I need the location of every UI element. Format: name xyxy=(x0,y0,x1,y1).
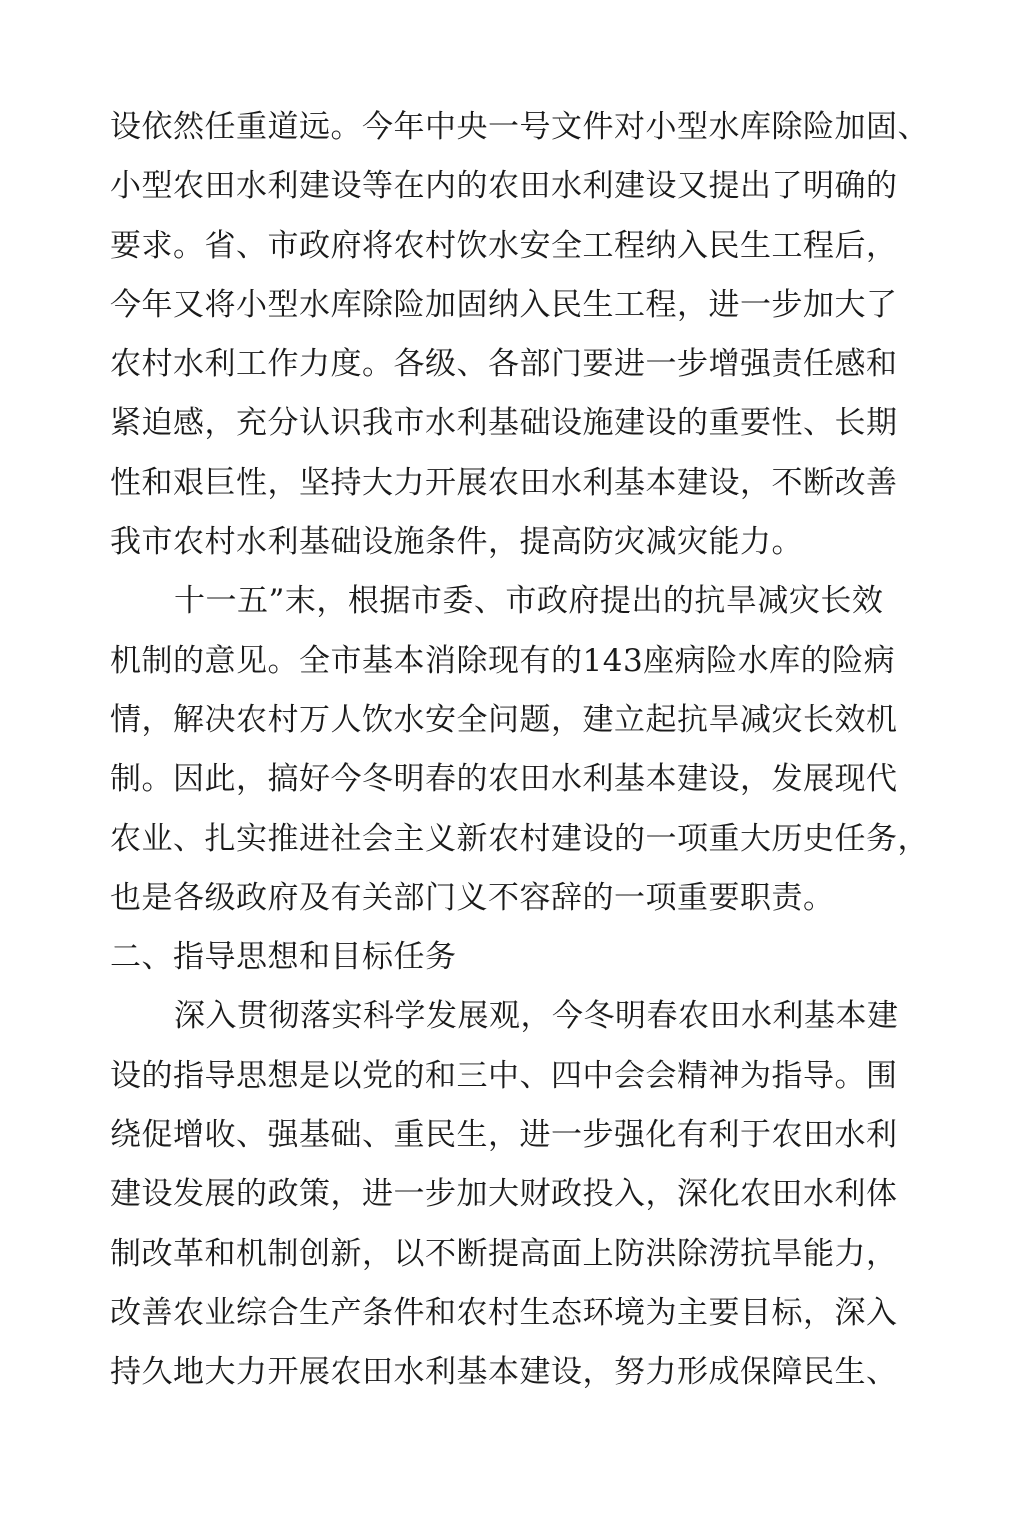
text-line: 要求。省、市政府将农村饮水安全工程纳入民生工程后， xyxy=(110,227,898,264)
text-line: 建设发展的政策，进一步加大财政投入，深化农田水利体 xyxy=(110,1176,898,1213)
text-line: 农村水利工作力度。各级、各部门要进一步增强责任感和 xyxy=(110,346,898,383)
text-line: 制改革和机制创新，以不断提高面上防洪除涝抗旱能力， xyxy=(110,1235,898,1272)
text-line: 绕促增收、强基础、重民生，进一步强化有利于农田水利 xyxy=(110,1117,898,1154)
text-line: 设的指导思想是以党的和三中、四中会会精神为指导。围 xyxy=(110,1057,898,1094)
text-line: 我市农村水利基础设施条件，提高防灾减灾能力。 xyxy=(110,524,803,561)
paragraph-first-line: 深入贯彻落实科学发展观，今冬明春农田水利基本建 xyxy=(174,998,899,1035)
text-line: 设依然任重道远。今年中央一号文件对小型水库除险加固、 xyxy=(110,109,929,145)
text-line: 性和艰巨性，坚持大力开展农田水利基本建设，不断改善 xyxy=(110,464,898,501)
text-line: 农业、扎实推进社会主义新农村建设的一项重大历史任务， xyxy=(110,820,929,857)
body-text xyxy=(110,98,929,1403)
text-line: 机制的意见。全市基本消除现有的143座病险水库的险病 xyxy=(110,642,896,679)
section-heading: 二、指导思想和目标任务 xyxy=(110,939,457,976)
text-line: 制。因此，搞好今冬明春的农田水利基本建设，发展现代 xyxy=(110,761,898,798)
text-line: 今年又将小型水库除险加固纳入民生工程，进一步加大了 xyxy=(110,286,898,323)
text-line: 也是各级政府及有关部门义不容辞的一项重要职责。 xyxy=(110,879,835,916)
text-line: 小型农田水利建设等在内的农田水利建设又提出了明确的 xyxy=(110,168,898,205)
text-line: 持久地大力开展农田水利基本建设，努力形成保障民生、 xyxy=(110,1354,898,1391)
text-line: 紧迫感，充分认识我市水利基础设施建设的重要性、长期 xyxy=(110,405,898,442)
text-line: 情，解决农村万人饮水安全问题，建立起抗旱减灾长效机 xyxy=(110,701,898,738)
paragraph-first-line: 十一五”末，根据市委、市政府提出的抗旱减灾长效 xyxy=(174,583,884,620)
text-line: 改善农业综合生产条件和农村生态环境为主要目标，深入 xyxy=(110,1294,898,1331)
